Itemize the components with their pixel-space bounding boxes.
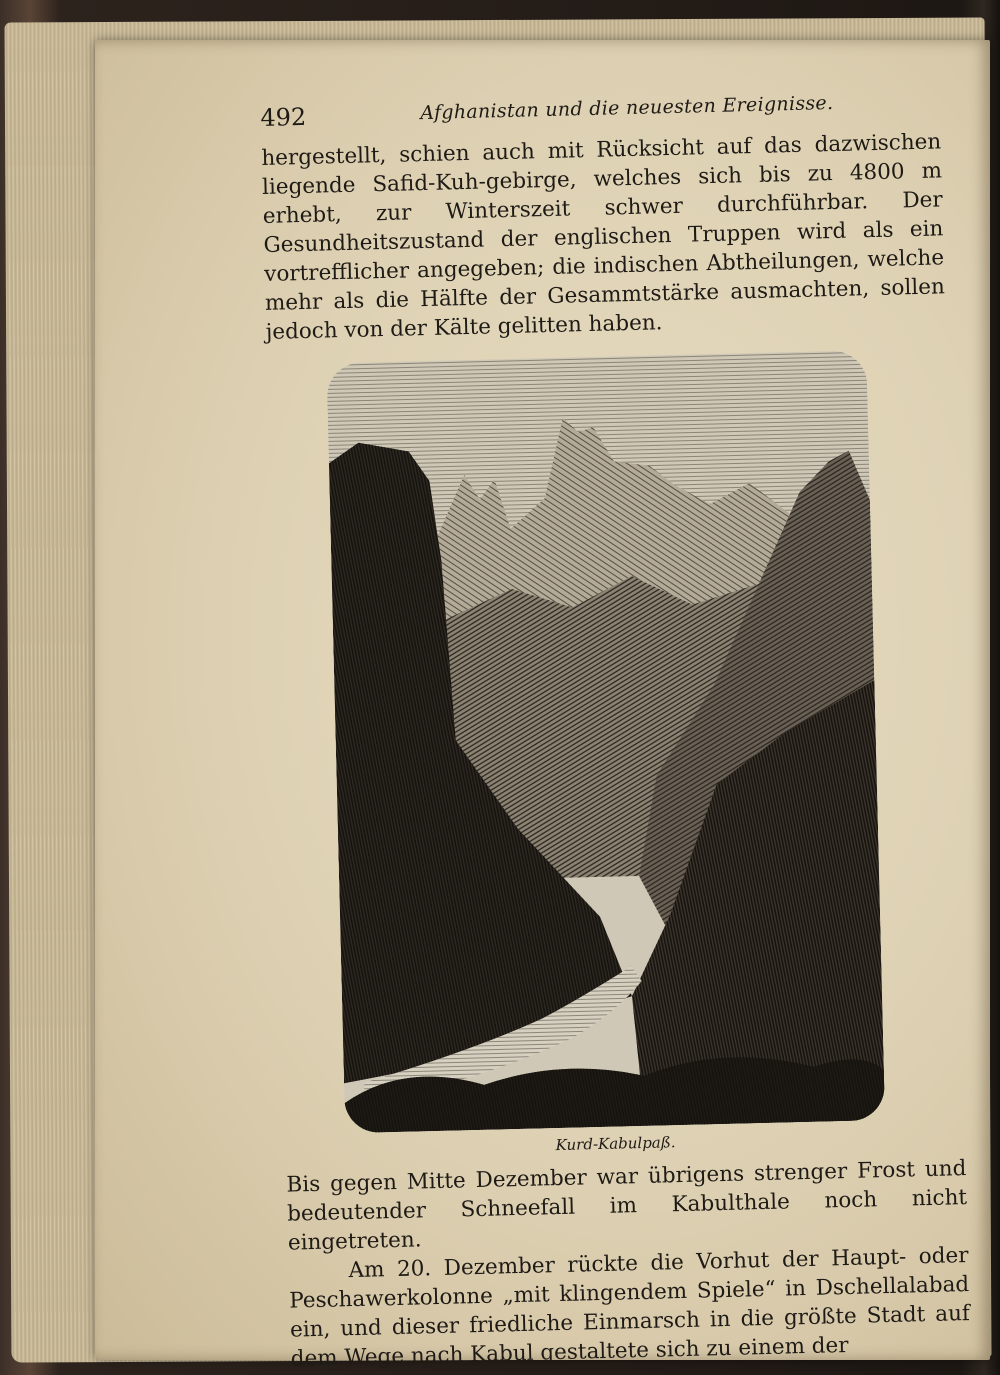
paragraph-2: Bis gegen Mitte Dezember war übrigens strenger Frost und bedeutender Schneefall im Kabulthale noch nicht eingetreten.	[286, 1156, 968, 1256]
figure-caption: Kurd-Kabulpaß.	[555, 1133, 676, 1155]
engraving-illustration	[326, 350, 885, 1133]
paragraph-3: Am 20. Dezember rückte die Vorhut der Haupt- oder Peschawerkolonne „mit klingendem Spiele“ in Dschellalabad ein, und dieser friedliche Einmarsch in die größte Stadt auf dem Wege nach Kabul gestaltete sich zu einem der	[289, 1243, 971, 1372]
paragraph-top: hergestellt, schien auch mit Rücksicht auf das dazwischen liegende Safid-Kuh-gebirge, welches sich bis zu 4800 m erhebt, zur Winterszeit schwer durchführbar. Der Gesundheitszustand der englischen Truppen wird als ein vortrefflicher angegeben; die indischen Abtheilungen, welche mehr als die Hälfte der Gesammtstärke ausmachten, sollen jedoch von der Kälte gelitten haben.	[261, 129, 946, 345]
running-head: Afghanistan und die neuesten Ereignisse.	[420, 91, 834, 125]
mountain-pass-engraving	[326, 350, 885, 1133]
page-content	[260, 83, 971, 1373]
bottom-paragraphs	[286, 1154, 971, 1374]
figure	[326, 350, 885, 1153]
page-number: 492	[260, 102, 307, 132]
